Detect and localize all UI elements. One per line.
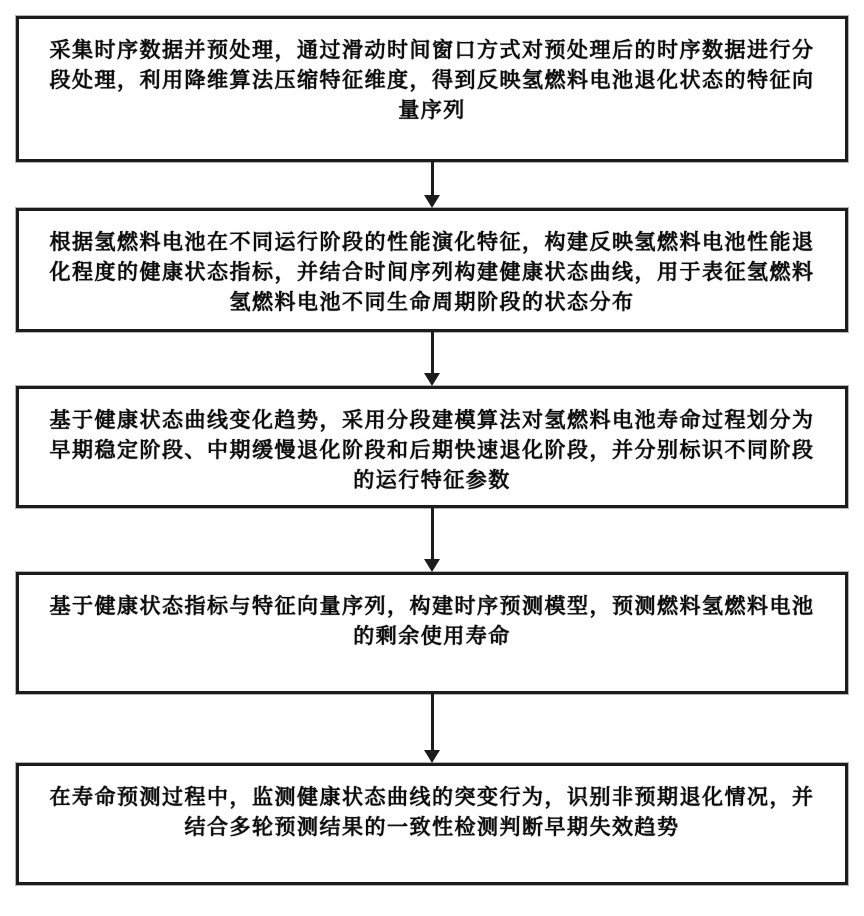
step-5-text-line: 结合多轮预测结果的一致性检测判断早期失效趋势 [184,816,680,839]
flowchart-step-1 [16,16,848,162]
step-2-text-line: 根据氢燃料电池在不同运行阶段的性能演化特征，构建反映氢燃料电池性能退 [49,231,815,254]
step-2-text-line: 氢燃料电池不同生命周期阶段的状态分布 [229,291,635,314]
flowchart [16,16,848,885]
arrow-down-icon [424,694,440,763]
arrow-down-icon [424,508,440,572]
flowchart-step-2 [16,208,848,332]
flowchart-step-5 [16,763,848,885]
arrow-shaft [431,694,434,750]
step-3-text-line: 早期稳定阶段、中期缓慢退化阶段和后期快速退化阶段，并分别标识不同阶段 [49,439,815,462]
arrow-head [424,750,440,763]
arrow-down-icon [424,332,440,386]
arrow-shaft [431,332,434,373]
step-2-text-line: 化程度的健康状态指标，并结合时间序列构建健康状态曲线，用于表征氢燃料 [49,261,815,284]
step-3-text-line: 基于健康状态曲线变化趋势，采用分段建模算法对氢燃料电池寿命过程划分为 [49,409,815,432]
flowchart-step-3 [16,386,848,508]
arrow-down-icon [424,162,440,208]
step-1-text-line: 量序列 [398,99,466,122]
flowchart-step-4 [16,572,848,694]
arrow-head [424,195,440,208]
step-4-text-line: 的剩余使用寿命 [353,625,511,648]
step-1-text-line: 采集时序数据并预处理，通过滑动时间窗口方式对预处理后的时序数据进行分 [49,39,815,62]
arrow-head [424,559,440,572]
arrow-shaft [431,162,434,195]
step-1-text-line: 段处理，利用降维算法压缩特征维度，得到反映氢燃料电池退化状态的特征向 [49,69,815,92]
arrow-head [424,373,440,386]
arrow-shaft [431,508,434,559]
step-5-text-line: 在寿命预测过程中，监测健康状态曲线的突变行为，识别非预期退化情况，并 [49,786,815,809]
step-4-text-line: 基于健康状态指标与特征向量序列，构建时序预测模型，预测燃料氢燃料电池 [49,595,815,618]
step-3-text-line: 的运行特征参数 [353,469,511,492]
